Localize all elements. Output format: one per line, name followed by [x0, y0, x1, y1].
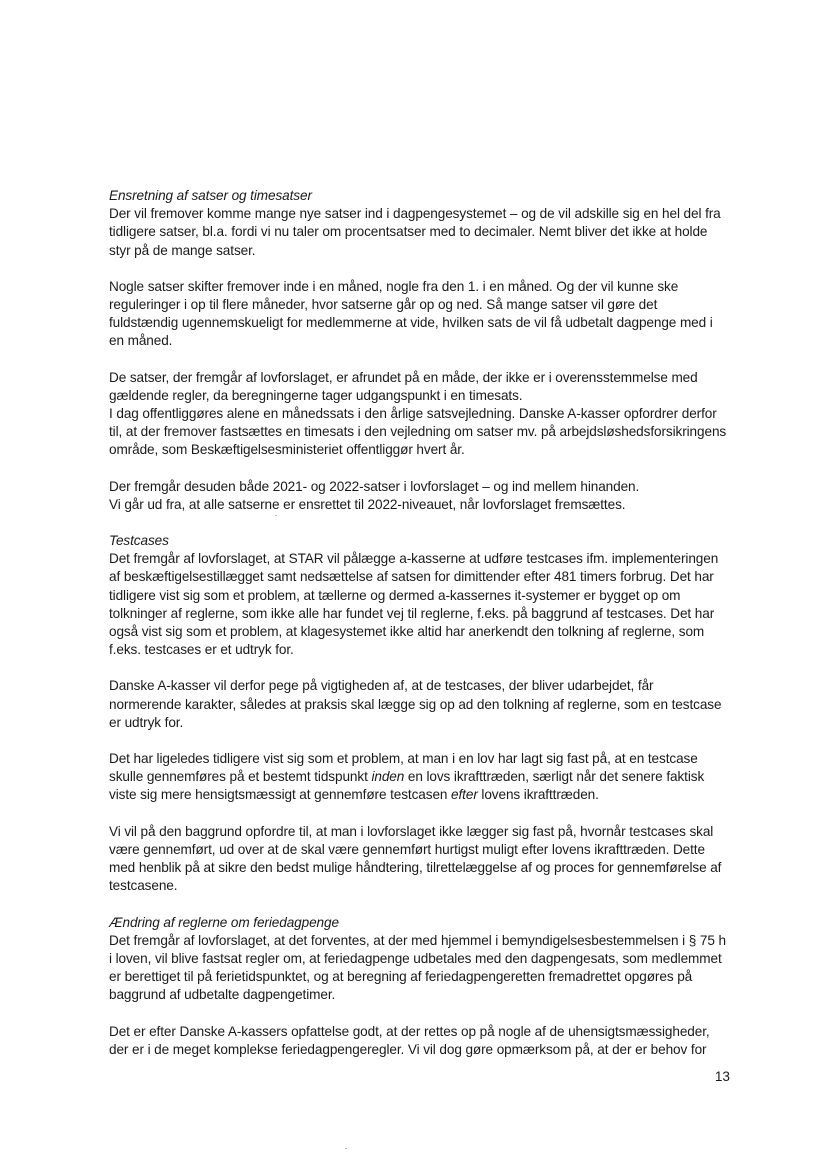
page-number: 13	[714, 1069, 730, 1084]
paragraph-text: lovens ikrafttræden.	[477, 787, 599, 803]
paragraph: Nogle satser skifter fremover inde i en måned, nogle fra den 1. i en måned. Og der vil kunne ske reguleringer i op til flere måneder, hvor satserne går op og ned. Så mange satser vil gøre det fuldstændig ugennemskueligt for medlemmerne at vide, hvilken sats de vil få udbetalt dagpenge med i en måned.	[109, 278, 713, 349]
paragraph: De satser, der fremgår af lovforslaget, er afrundet på en måde, der ikke er i overensstemmelse med gældende regler, da beregningerne tager udgangspunkt i en timesats.	[109, 369, 698, 403]
scan-artifact	[275, 515, 277, 516]
section-heading-ensretning: Ensretning af satser og timesatser	[109, 188, 312, 203]
paragraph: I dag offentliggøres alene en månedssats i den årlige satsvejledning. Danske A-kasser opfordrer derfor til, at der fremover fastsættes en timesats i den vejledning om satser mv. på arbejdsløshedsforsikringens område, som Beskæftigelsesministeriet offentliggør hvert år.	[109, 406, 727, 458]
emphasis-efter: efter	[451, 787, 478, 803]
paragraph: Det er efter Danske A-kassers opfattelse godt, at der rettes op på nogle af de uhensigtsmæssigheder, der er i de meget komplekse feriedagpengeregler. Vi vil dog gøre opmærksom på, at der er behov for	[109, 1023, 710, 1057]
paragraph: Vi vil på den baggrund opfordre til, at man i lovforslaget ikke lægger sig fast på, hvornår testcases skal være gennemført, ud over at de skal være gennemført hurtigst muligt efter lovens ikrafttræden. Dette med henblik på at sikre den bedst mulige håndtering, tilrettelæggelse af og proces for gennemførelse af testcasene.	[109, 823, 722, 894]
scan-artifact	[345, 1148, 347, 1149]
paragraph-text: en lovs ikrafttræden, særligt når det senere faktisk viste sig mere hensigtsmæssigt at gennemføre testcasen	[109, 769, 705, 803]
paragraph: Der vil fremover komme mange nye satser ind i dagpengesystemet – og de vil adskille sig en hel del fra tidligere satser, bl.a. fordi vi nu taler om procentsatser med to decimaler. Nemt bliver det ikke at holde styr på de mange satser.	[109, 206, 721, 258]
emphasis-inden: inden	[371, 769, 405, 785]
section-heading-testcases: Testcases	[109, 533, 169, 549]
paragraph: Det fremgår af lovforslaget, at det forventes, at der med hjemmel i bemyndigelsesbestemmelsen i § 75 h i loven, vil blive fastsat regler om, at feriedagpenge udbetales med den dagpengesats, som medlemmet er berettiget til på ferietidspunktet, og at beregning af feriedagpengeretten fremadrettet opgøres på baggrund af udbetalte dagpengetimer.	[109, 932, 726, 1003]
document-body	[109, 187, 729, 1059]
paragraph: Danske A-kasser vil derfor pege på vigtigheden af, at de testcases, der bliver udarbejdet, får normerende karakter, således at praksis skal lægge sig op ad den tolkning af reglerne, som en testcase er udtryk for.	[109, 678, 722, 730]
paragraph-text: Det har ligeledes tidligere vist sig som et problem, at man i en lov har lagt sig fast på, at en testcase skulle gennemføres på et bestemt tidspunkt	[109, 751, 698, 785]
paragraph: Der fremgår desuden både 2021- og 2022-satser i lovforslaget – og ind mellem hinanden.	[109, 478, 640, 494]
section-heading-feriedagpenge: Ændring af reglerne om feriedagpenge	[109, 914, 339, 930]
paragraph: Vi går ud fra, at alle satserne er ensrettet til 2022-niveauet, når lovforslaget fremsættes.	[109, 496, 626, 512]
paragraph: Det fremgår af lovforslaget, at STAR vil pålægge a-kasserne at udføre testcases ifm. implementeringen af beskæftigelsestillægget samt nedsættelse af satsen for dimittender efter 481 timers forbrug. Det har tidligere vist sig som et problem, at tællerne og dermed a-kassernes it-systemer er bygget op om tolkninger af reglerne, som ikke alle har fundet vej til reglerne, f.eks. på baggrund af testcases. Det har også vist sig som et problem, at klagesystemet ikke altid har anerkendt den tolkning af reglerne, som f.eks. testcases er et udtryk for.	[109, 551, 719, 658]
paragraph-inden-efter	[109, 750, 729, 805]
